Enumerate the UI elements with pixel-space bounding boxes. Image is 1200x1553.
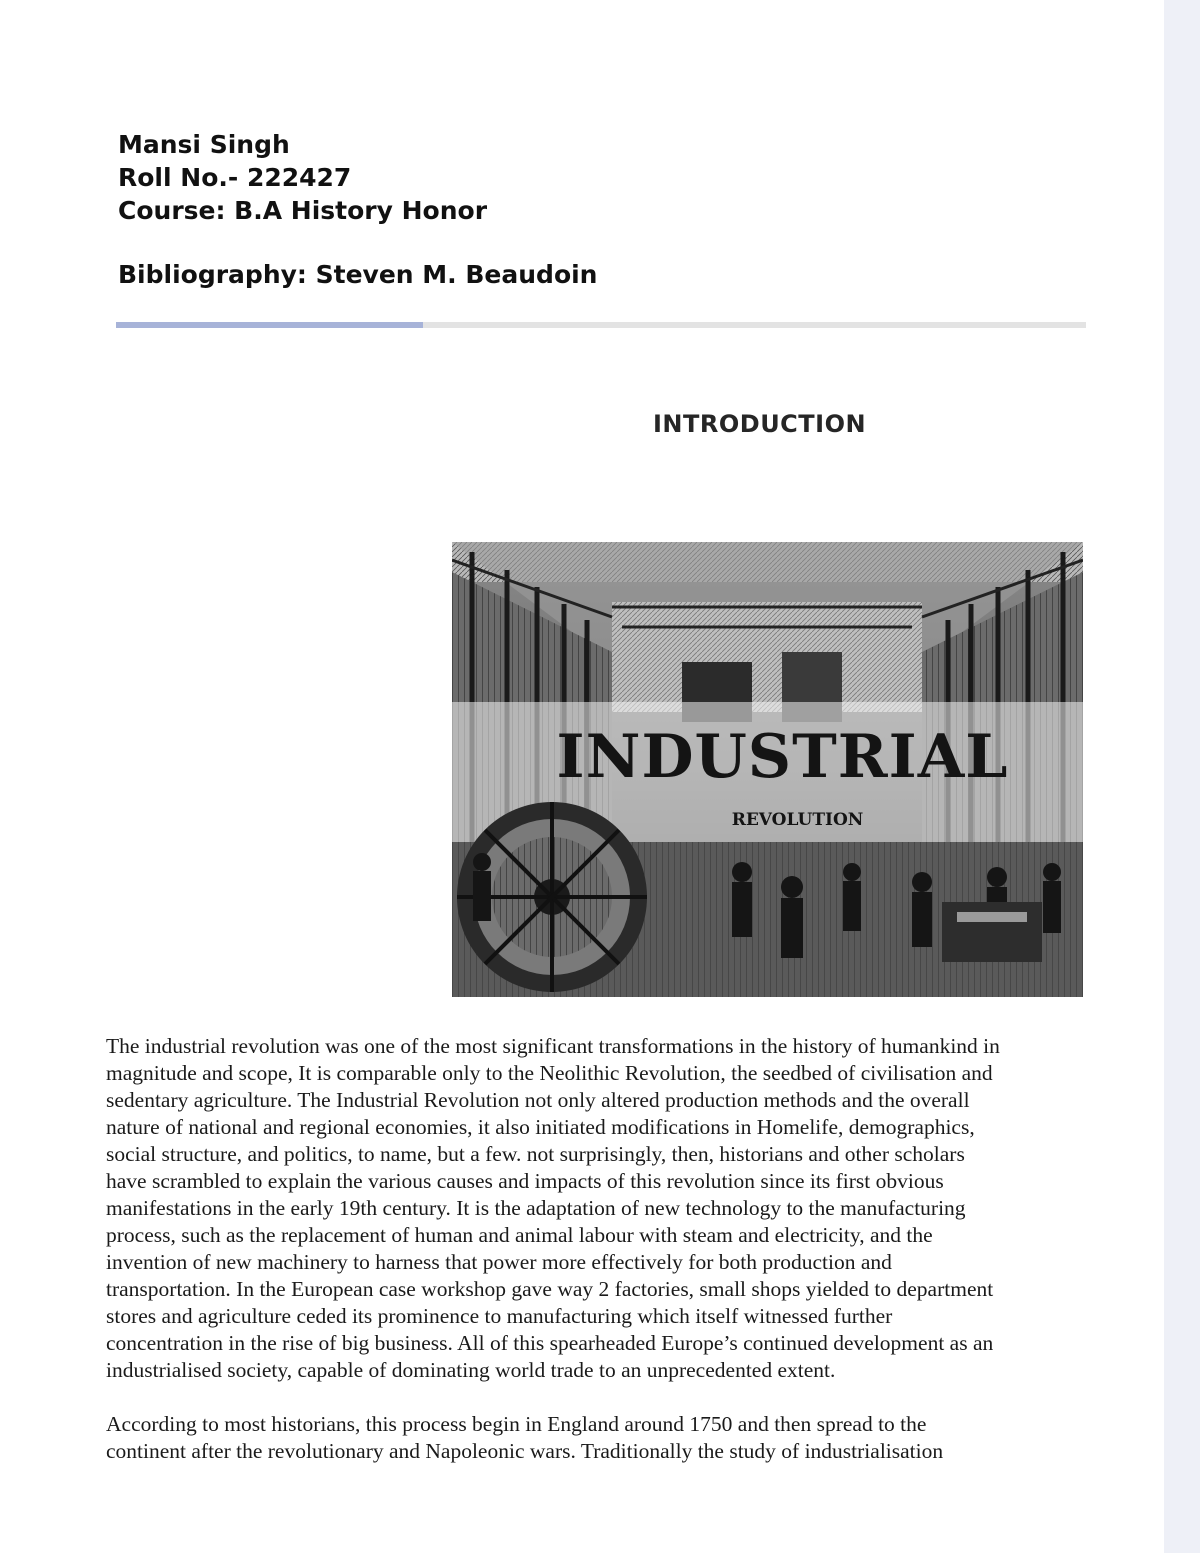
text-line: industrialised society, capable of dominating world trade to an unprecedented extent.	[106, 1358, 836, 1382]
text-line: have scrambled to explain the various causes and impacts of this revolution since its first obvious	[106, 1169, 944, 1193]
text-line: social structure, and politics, to name, but a few. not surprisingly, then, historians and other scholars	[106, 1142, 965, 1166]
image-title-text: INDUSTRIAL	[556, 722, 1009, 792]
text-line: invention of new machinery to harness that power more effectively for both production and	[106, 1250, 892, 1274]
header-divider	[116, 322, 1086, 328]
text-line: According to most historians, this process begin in England around 1750 and then spread to the	[106, 1412, 927, 1436]
author-info-block	[118, 128, 597, 291]
text-line: The industrial revolution was one of the most significant transformations in the history of humankind in	[106, 1034, 1000, 1058]
course-name: Course: B.A History Honor	[118, 196, 488, 225]
text-line: concentration in the rise of big business. All of this spearheaded Europe’s continued development as an	[106, 1331, 994, 1355]
section-heading: INTRODUCTION	[653, 410, 867, 438]
paragraph-2	[106, 1411, 1096, 1465]
text-line: manifestations in the early 19th century. It is the adaptation of new technology to the manufacturing	[106, 1196, 966, 1220]
roll-number: Roll No.- 222427	[118, 163, 352, 192]
text-line: sedentary agriculture. The Industrial Revolution not only altered production methods and the overall	[106, 1088, 970, 1112]
header-divider-accent	[116, 322, 423, 328]
bibliography-line: Bibliography: Steven M. Beaudoin	[118, 260, 598, 289]
text-line: process, such as the replacement of human and animal labour with steam and electricity, and the	[106, 1223, 933, 1247]
paragraph-1	[106, 1033, 1096, 1384]
window-scroll-gutter[interactable]	[1164, 0, 1200, 1553]
body-text	[106, 1033, 1096, 1492]
text-line: stores and agriculture ceded its prominence to manufacturing which itself witnessed further	[106, 1304, 893, 1328]
text-line: nature of national and regional economies, it also initiated modifications in Homelife, demographics,	[106, 1115, 975, 1139]
text-line: continent after the revolutionary and Napoleonic wars. Traditionally the study of industrialisation	[106, 1439, 944, 1463]
author-name: Mansi Singh	[118, 130, 290, 159]
text-line: magnitude and scope, It is comparable only to the Neolithic Revolution, the seedbed of civilisation and	[106, 1061, 993, 1085]
text-line: transportation. In the European case workshop gave way 2 factories, small shops yielded to department	[106, 1277, 994, 1301]
image-subtitle-text: REVOLUTION	[731, 810, 864, 830]
industrial-revolution-image	[452, 542, 1083, 997]
